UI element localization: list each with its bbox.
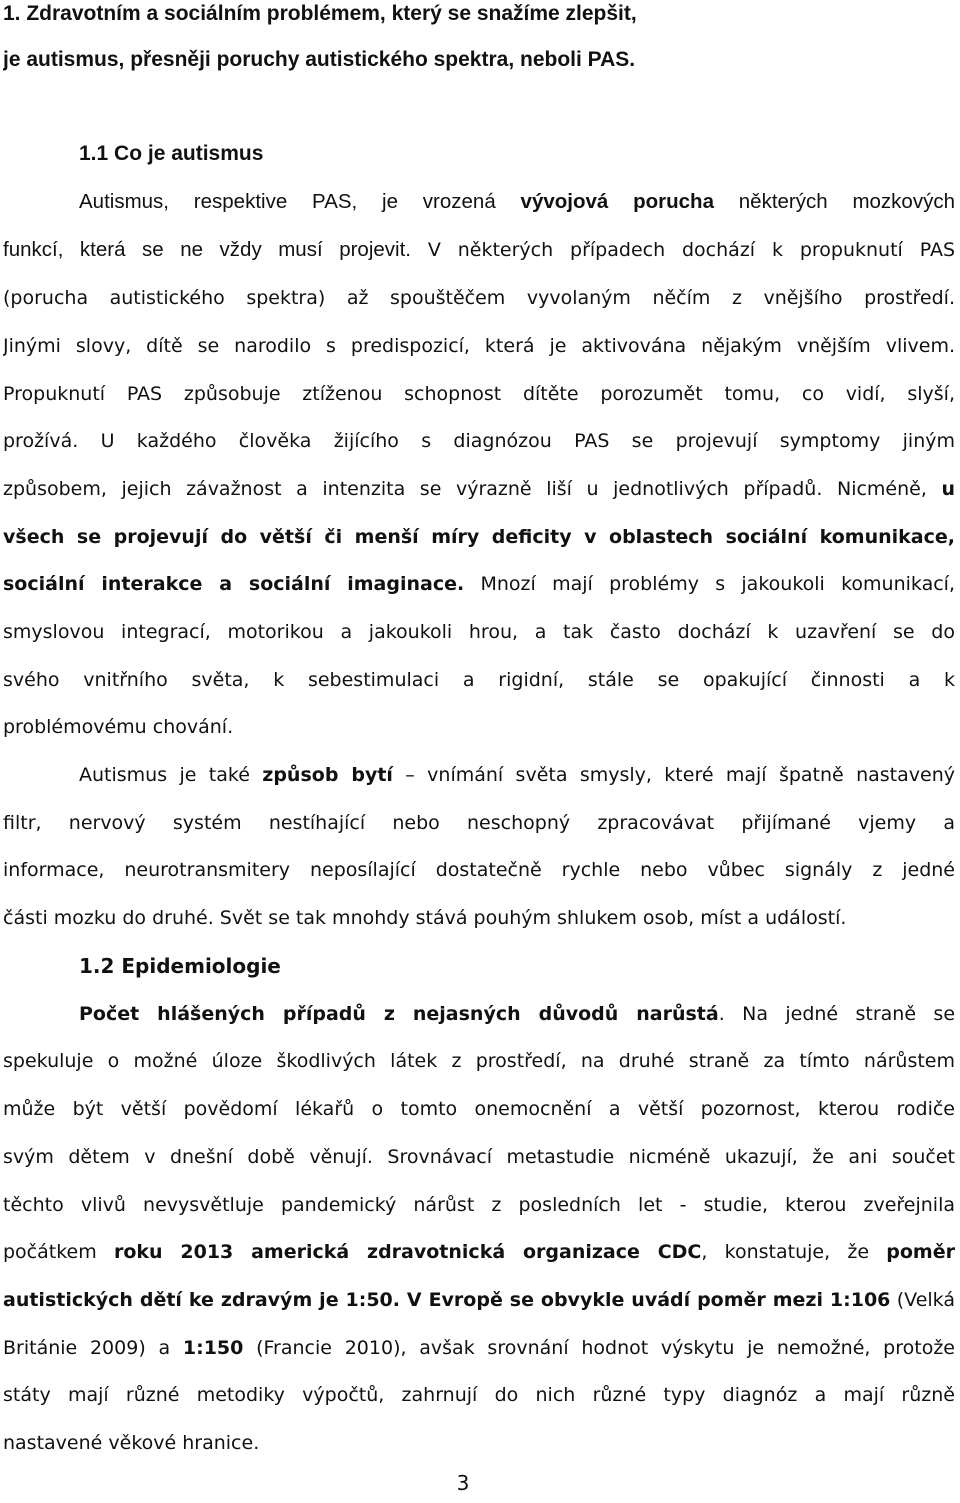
text-run: (Francie 2010), avšak srovnání hodnot výskytu je nemožné, protože: [243, 1337, 955, 1359]
text-run: V některých případech dochází k propuknutí PAS: [410, 239, 955, 261]
section-1-1-title: 1.1 Co je autismus: [79, 142, 264, 165]
s11-p1-line-3: (porucha autistického spektra) až spouštěčem vyvolaným něčím z vnějšího prostředí.: [3, 287, 955, 309]
bold-term: vývojová porucha: [520, 190, 714, 213]
bold-term: sociální interakce a sociální imaginace.: [3, 573, 465, 595]
bold-term: Počet hlášených případů z nejasných důvodů narůstá: [79, 1003, 719, 1025]
text-run: Autismus, respektive PAS, je vrozená: [79, 190, 521, 213]
bold-term: u: [941, 478, 955, 500]
s12-p1-line-10: nastavené věkové hranice.: [3, 1432, 260, 1454]
bold-term: 1:150: [182, 1337, 244, 1359]
s12-p1-line-4: svým dětem v dnešní době věnují. Srovnávací metastudie nicméně ukazují, že ani součet: [3, 1146, 955, 1168]
section-1-2-title: 1.2 Epidemiologie: [79, 954, 281, 978]
text-run: některých mozkových: [713, 190, 955, 213]
s12-p1-line-1: [79, 994, 955, 1034]
s11-p1-line-8: všech se projevují do větší či menší míry deficity v oblastech sociální komunikace,: [3, 526, 955, 548]
text-run: Mnozí mají problémy s jakoukoli komunikací,: [464, 573, 955, 595]
s11-p1-line-6: prožívá. U každého člověka žijícího s diagnózou PAS se projevují symptomy jiným: [3, 430, 955, 452]
text-run: (Velká: [890, 1289, 955, 1311]
s12-p1-line-9: státy mají různé metodiky výpočtů, zahrnují do nich různé typy diagnóz a mají různě: [3, 1384, 955, 1406]
s12-p1-line-5: těchto vlivů nevysvětluje pandemický nárůst z posledních let - studie, kterou zveřejnila: [3, 1194, 955, 1216]
s11-p2-line-2: filtr, nervový systém nestíhající nebo neschopný zpracovávat přijímané vjemy a: [3, 812, 955, 834]
s11-p2-line-4: části mozku do druhé. Svět se tak mnohdy stává pouhým shlukem osob, míst a událostí.: [3, 907, 847, 929]
s12-p1-line-3: může být větší povědomí lékařů o tomto onemocnění a větší pozornost, kterou rodiče: [3, 1098, 955, 1120]
text-run: Británie 2009) a: [3, 1337, 183, 1359]
s11-p1-line-4: Jinými slovy, dítě se narodilo s predispozicí, která je aktivována nějakým vnějším vlivem.: [3, 335, 955, 357]
text-run: – vnímání světa smysly, které mají špatně nastavený: [392, 764, 955, 786]
s11-p1-line-11: svého vnitřního světa, k sebestimulaci a rigidní, stále se opakující činnosti a k: [3, 669, 955, 691]
bold-term: způsob bytí: [262, 764, 393, 786]
s11-p1-line-2: [3, 230, 955, 270]
s11-p2-line-3: informace, neurotransmitery neposílající dostatečně rychle nebo vůbec signály z jedné: [3, 859, 955, 881]
heading-1-line-2: je autismus, přesněji poruchy autistického spektra, neboli PAS.: [3, 48, 636, 71]
s11-p1-line-9: [3, 564, 955, 604]
text-run: , konstatuje, že: [701, 1241, 887, 1263]
s12-p1-line-2: spekuluje o možné úloze škodlivých látek z prostředí, na druhé straně za tímto nárůstem: [3, 1050, 955, 1072]
text-run: Autismus je také: [79, 764, 263, 786]
page-number: 3: [456, 1471, 470, 1495]
text-run: způsobem, jejich závažnost a intenzita se výrazně liší u jednotlivých případů. Nicméně,: [3, 478, 942, 500]
text-run: . Na jedné straně se: [718, 1003, 955, 1025]
text-run: počátkem: [3, 1241, 114, 1263]
s11-p1-line-12: problémovému chování.: [3, 716, 234, 738]
s11-p2-line-1: [79, 755, 955, 795]
bold-term: roku 2013 americká zdravotnická organizace CDC: [114, 1241, 702, 1263]
bold-term: poměr: [886, 1241, 955, 1263]
s11-p1-line-1: [79, 182, 955, 222]
heading-1-line-1: 1. Zdravotním a sociálním problémem, který se snažíme zlepšit,: [3, 2, 637, 25]
s11-p1-line-7: [3, 469, 955, 509]
s11-p1-line-10: smyslovou integrací, motorikou a jakoukoli hrou, a tak často dochází k uzavření se do: [3, 621, 955, 643]
s12-p1-line-7: [3, 1280, 955, 1320]
s12-p1-line-6: [3, 1232, 955, 1272]
bold-term: autistických dětí ke zdravým je 1:50. V Evropě se obvykle uvádí poměr mezi 1:106: [3, 1289, 891, 1311]
text-run: funkcí, která se ne vždy musí projevit.: [3, 238, 411, 261]
s12-p1-line-8: [3, 1328, 955, 1368]
s11-p1-line-5: Propuknutí PAS způsobuje ztíženou schopnost dítěte porozumět tomu, co vidí, slyší,: [3, 383, 955, 405]
